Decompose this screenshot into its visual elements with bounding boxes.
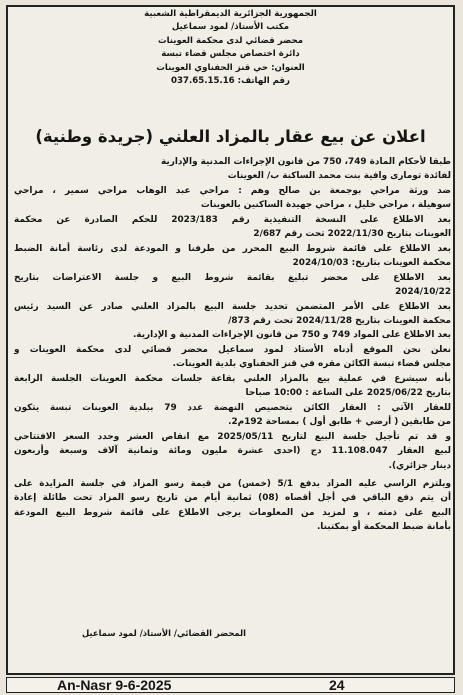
publication-date: An-Nasr 9-6-2025: [57, 677, 172, 693]
body-line: للعقار الآتي : العقار الكائن بتحصيص النهضة عدد 79 ببلدية العوينات تبسة يتكون: [14, 402, 451, 413]
body-line: أن يتم دفع الباقي في أجل أقصاه (08) ثمانية أيام من تاريخ رسو المزاد تحت طائلة إعادة: [14, 493, 451, 504]
page-number: 24: [329, 677, 345, 693]
body-line: العوينات بتاريخ 2022/11/30 تحت رقم 2/687: [253, 229, 451, 240]
body-line: نعلن نحن الموقع أدناه الأستاذ لمود سماعيل محضر قضائي لدى محكمة العوينات و: [14, 344, 451, 355]
header-line-office: مكتب الأستاذ/ لمود سماعيل: [171, 22, 290, 33]
body-line: 2024/10/22: [395, 287, 451, 298]
header-line-jurisdiction: دائرة اختصاص مجلس قضاء تبسة: [161, 49, 300, 60]
body-line: بأنه سيشرع في عملية بيع بالمزاد العلني بقاعة جلسات محكمة العوينات الجلسة الرابعة: [14, 373, 451, 384]
body-line: دينار جزائري).: [388, 460, 451, 471]
body-line: من طابقين ( أرضي + طابق أول ) بمساحة 192م2.: [228, 417, 451, 428]
body-line: ضد ورثة مراحي بوجمعة بن صالح وهم : مراحي عبد الوهاب مراحي سمير ، مراحي: [14, 185, 451, 196]
notice-title: اعلان عن بيع عقار بالمزاد العلني (جريدة وطنية): [35, 127, 426, 146]
body-line: بعد الاطلاع على النسخة التنفيذية رقم 2023/183 للحكم الصادرة عن محكمة: [14, 214, 451, 225]
body-line: لفائدة تومارى وافية بنت محمد الساكنة ب/ العوينات: [227, 171, 451, 182]
signature-line: المحضر القضائي/ الأستاذ/ لمود سماعيل: [81, 628, 247, 638]
header-line-bailiff: محضر قضائي لدى محكمة العوينات: [157, 35, 304, 46]
body-line: محكمة العوينات بتاريخ 2024/11/28 تحت رقم 873/: [228, 315, 451, 326]
header-line-address: العنوان: حي قنز الحفناوي العوينات: [156, 62, 305, 73]
body-line: بعد الاطلاع على محضر تبليغ بقائمة شروط البيع و جلسة الاعتراضات بتاريخ: [14, 272, 451, 283]
body-line: بأمانة ضبط المحكمة أو بمكتبنا.: [316, 522, 451, 533]
body-line: بعد الاطلاع على قائمة شروط البيع المحرر من طرفنا و المودعة لدى رئاسة أمانة الضبط: [14, 243, 451, 254]
body-line: محكمة العوينات بتاريخ: 2024/10/03: [292, 258, 451, 269]
notice-body: [14, 155, 451, 535]
body-line: طبقا لأحكام المادة 749، 750 من قانون الإجراءات المدنية والإدارية: [161, 157, 451, 167]
newspaper-footer: [6, 677, 455, 693]
body-line: بتاريخ 2025/06/22 على الساعة : 10:00 صباحا: [245, 388, 451, 399]
body-line: البيع على ذمته ، و لمزيد من المعلومات يرجى الاطلاع على قائمة شروط البيع المودعة: [14, 507, 451, 518]
header-line-phone: رقم الهاتف: 037.65.15.16: [171, 76, 290, 87]
body-line: ويلتزم الراسي عليه المزاد بدفع 5/1 (خمس) من قيمة رسو المزاد في جلسة المزايدة على: [14, 478, 451, 489]
body-line: و قد تم تأجيل جلسة البيع لتاريخ 2025/05/11 مع انقاص العشر وحدد السعر الافتتاحي: [14, 431, 451, 442]
body-line: لبيع العقار 11.108.047 دج (احدى عشرة مليون ومائة وثمانية آلاف وسبعة وأربعون: [14, 446, 451, 457]
bailiff-header: [123, 8, 338, 88]
body-line: بعد الاطلاع على المواد 749 و 750 من قانون الإجراءات المدنية و الإدارية.: [132, 330, 451, 341]
body-line: سوهيلة ، مراحي خليل ، مراحي جهيدة الساكنين بالعوينات: [200, 200, 451, 211]
body-line: بعد الاطلاع على الأمر المتضمن تحديد جلسة البيع بالمزاد العلني صادر عن السيد رئيس: [14, 301, 451, 312]
body-line: مجلس قضاء تبسة الكائن مقره في قنز الحفناوي بلدية العوينات.: [172, 359, 451, 370]
header-line-republic: الجمهورية الجزائرية الديمقراطية الشعبية: [144, 9, 317, 19]
